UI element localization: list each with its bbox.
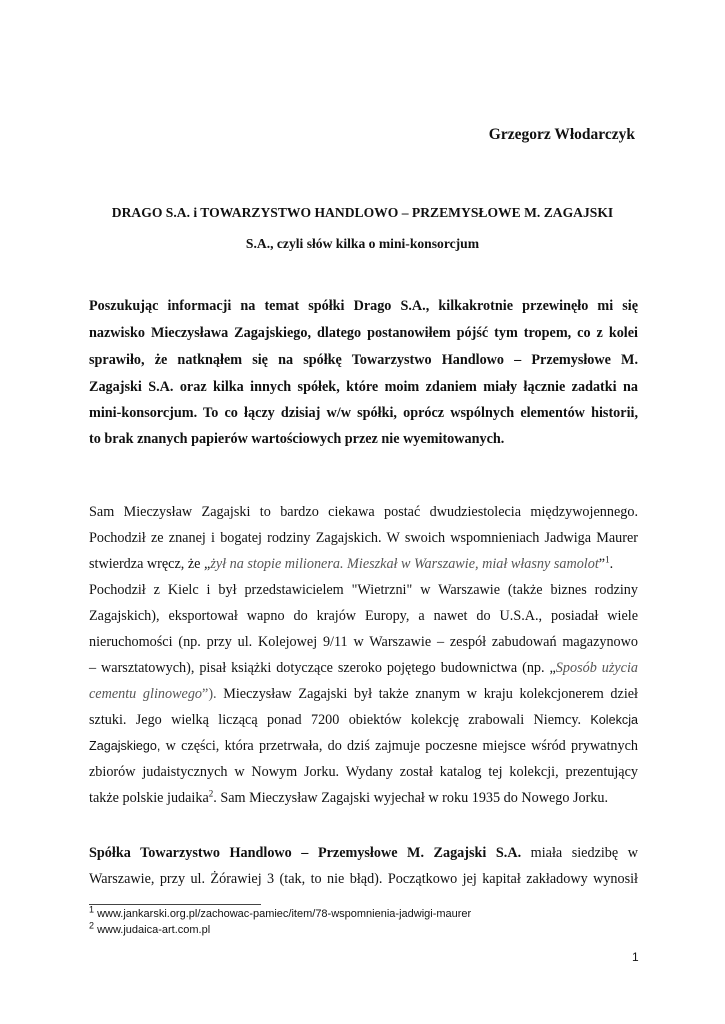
- body-line: Warszawie, przy ul. Żórawiej 3 (tak, to nie błąd). Początkowo jej kapitał zakładowy wynosił: [89, 871, 638, 887]
- document-title-line-1: DRAGO S.A. i TOWARZYSTWO HANDLOWO – PRZEMYSŁOWE M. ZAGAJSKI: [111, 205, 614, 220]
- body-line: zbiorów judaistycznych w Nowym Jorku. Wydany został katalog tej kolekcji, prezentujący: [89, 764, 638, 780]
- body-line: Pochodził ze znanej i bogatej rodziny Zagajskich. W swoich wspomnieniach Jadwiga Maurer: [89, 530, 638, 546]
- body-line: stwierdza wręcz, że „żył na stopie milionera. Mieszkał w Warszawie, miał własny samolot”$^1$.: [89, 554, 614, 572]
- book-title-cont: cementu glinowego: [89, 686, 203, 702]
- body-line: Zagajskiego, w części, która przetrwała, do dziś zajmuje poczesne miejsce wśród prywatnych: [89, 738, 638, 754]
- body-line: Pochodził z Kielc i był przedstawicielem "Wietrzni" w Warszawie (także biznes rodziny: [89, 582, 638, 598]
- intro-line: Zagajski S.A. oraz kilka innych spółek, które moim zdaniem miały łącznie zadatki na: [89, 379, 638, 395]
- body-line: Sam Mieczysław Zagajski to bardzo ciekawa postać dwudziestolecia międzywojennego.: [89, 504, 638, 520]
- footnote-link-1[interactable]: www.jankarski.org.pl/zachowac-pamiec/item/78-wspomnienia-jadwigi-maurer: [94, 908, 472, 920]
- footnote-separator: [89, 904, 261, 905]
- intro-line: nazwisko Mieczysława Zagajskiego, dlatego postanowiłem pójść tym tropem, co z kolei: [89, 325, 638, 341]
- body-line: Zagajskich), eksportował wapno do krajów Europy, a nawet do U.S.A., posiadał wiele: [89, 608, 638, 624]
- footnote-ref-2[interactable]: 2: [208, 788, 214, 799]
- quote-maurer: żył na stopie milionera. Mieszkał w Warszawie, miał własny samolot: [210, 556, 599, 572]
- footnote-2: $^2$ www.judaica-art.com.pl: [89, 920, 211, 936]
- intro-line: to brak znanych papierów wartościowych przez nie wyemitowanych.: [89, 431, 505, 447]
- book-title: Sposób użycia: [555, 660, 638, 676]
- intro-line: Poszukując informacji na temat spółki Drago S.A., kilkakrotnie przewinęło mi się: [89, 298, 638, 314]
- page-number: 1: [632, 950, 639, 964]
- body-line: sztuki. Jego wielką liczącą ponad 7200 obiektów kolekcję zrabowali Niemcy. Kolekcja: [89, 712, 638, 728]
- footnote-ref-1[interactable]: 1: [605, 554, 610, 565]
- body-line: nieruchomości (np. przy ul. Kolejowej 9/11 w Warszawie – zespół zabudowań magazynowo: [89, 634, 638, 650]
- author-name: Grzegorz Włodarczyk: [488, 126, 635, 143]
- document-title-line-2: S.A., czyli słów kilka o mini-konsorcjum: [245, 236, 480, 251]
- footnote-link-2[interactable]: www.judaica-art.com.pl: [94, 924, 211, 936]
- body-line: – warsztatowych), pisał książki dotyczące szeroko pojętego budownictwa (np. „Sposób użycia: [89, 660, 638, 676]
- body-line: cementu glinowego”). Mieczysław Zagajski był także znanym w kraju kolekcjonerem dzieł: [89, 686, 638, 702]
- intro-line: sprawiło, że natknąłem się na spółkę Towarzystwo Handlowo – Przemysłowe M.: [89, 352, 638, 368]
- intro-line: mini-konsorcjum. To co łączy dzisiaj w/w spółki, oprócz wspólnych elementów historii,: [89, 405, 638, 421]
- body-line: także polskie judaika$^2$. Sam Mieczysław Zagajski wyjechał w roku 1935 do Nowego Jorku.: [89, 788, 609, 806]
- footnote-1: $^1$ www.jankarski.org.pl/zachowac-pamiec/item/78-wspomnienia-jadwigi-maurer: [89, 904, 472, 920]
- body-line: Spółka Towarzystwo Handlowo – Przemysłowe M. Zagajski S.A. miała siedzibę w: [89, 845, 638, 861]
